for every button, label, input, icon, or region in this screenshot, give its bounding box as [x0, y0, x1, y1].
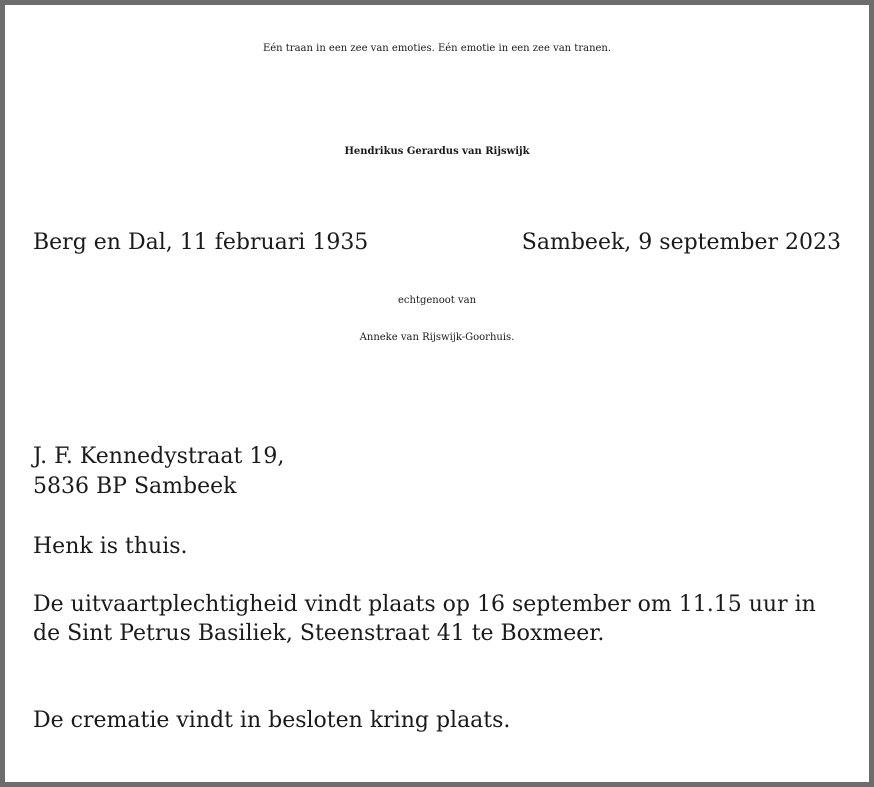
birth-place-date: Berg en Dal, 11 februari 1935	[33, 230, 369, 255]
address-street: J. F. Kennedystraat 19,	[33, 444, 285, 469]
spouse-name: Anneke van Rijswijk-Goorhuis.	[359, 332, 515, 343]
deceased-name: Hendrikus Gerardus van Rijswijk	[344, 146, 530, 157]
funeral-info-line-2: de Sint Petrus Basiliek, Steenstraat 41 te Boxmeer.	[33, 621, 605, 646]
relation-label: echtgenoot van	[397, 295, 477, 306]
funeral-info-line-1: De uitvaartplechtigheid vindt plaats op 16 september om 11.15 uur in	[33, 592, 816, 617]
home-note: Henk is thuis.	[33, 534, 188, 559]
death-place-date: Sambeek, 9 september 2023	[521, 230, 841, 255]
motto-text: Eén traan in een zee van emoties. Eén emotie in een zee van tranen.	[262, 43, 612, 54]
cremation-note: De crematie vindt in besloten kring plaats.	[33, 708, 511, 733]
address-city: 5836 BP Sambeek	[33, 474, 237, 499]
